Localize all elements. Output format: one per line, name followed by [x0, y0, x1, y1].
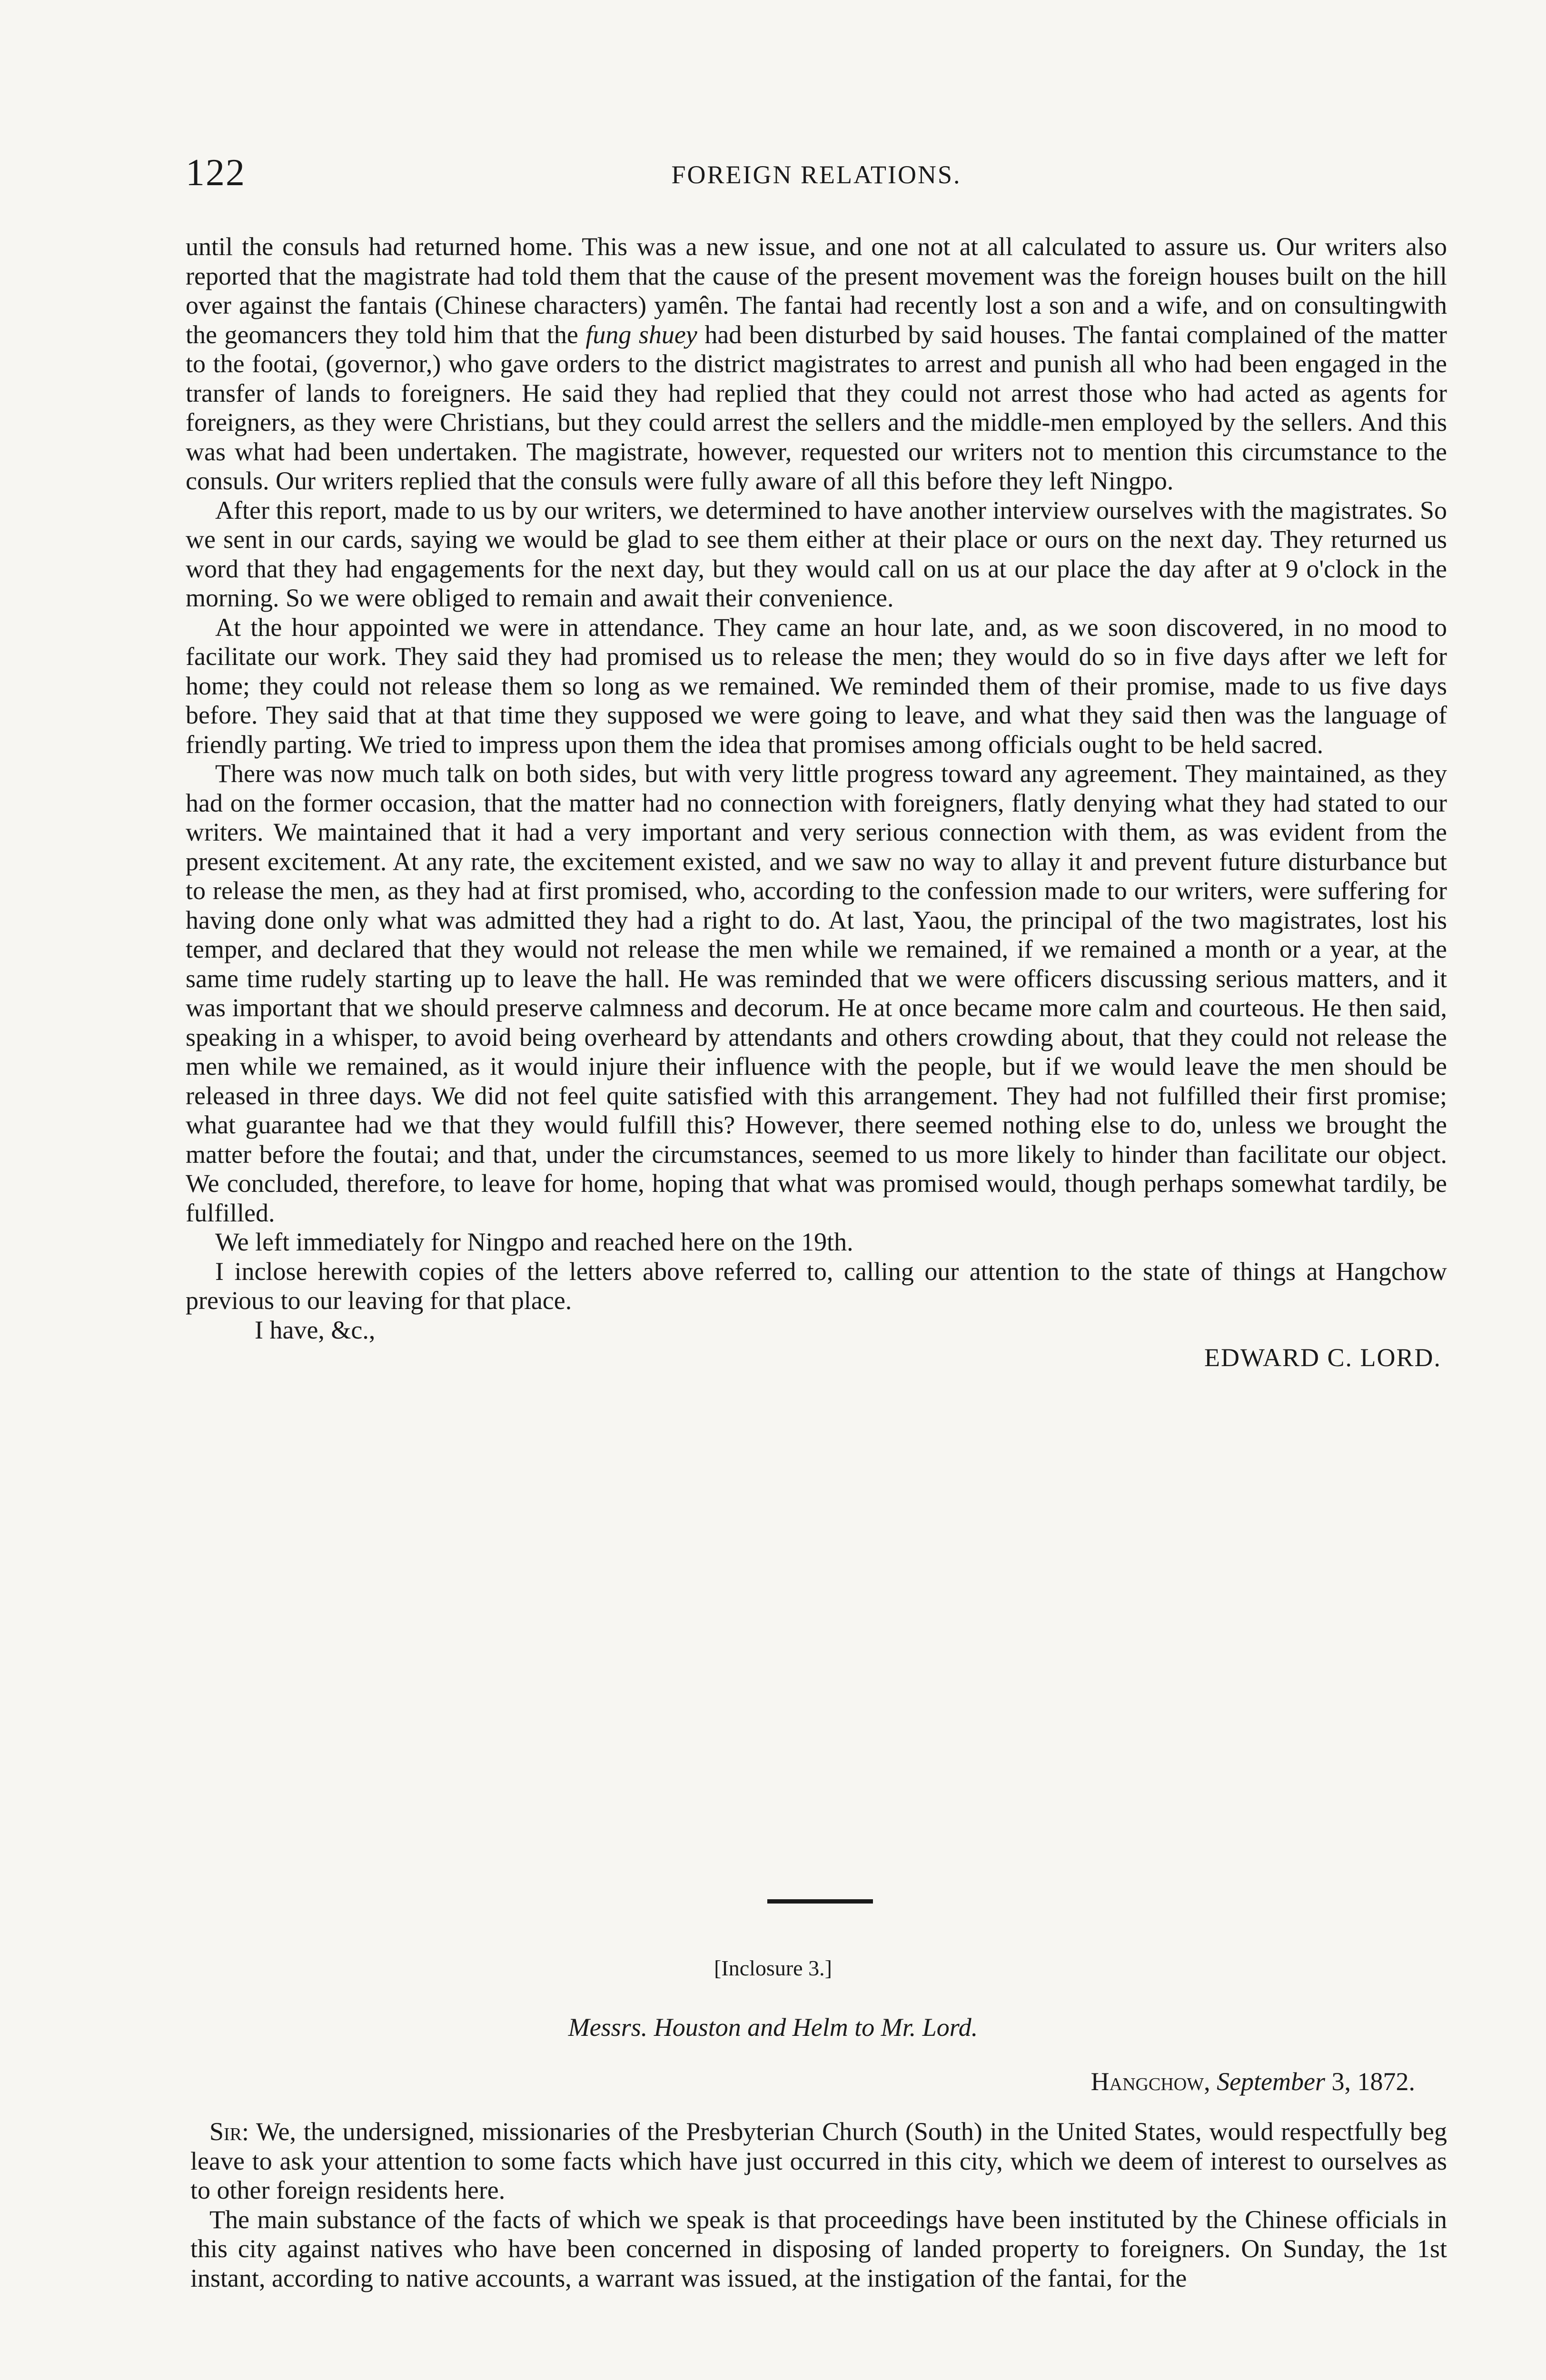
letter-body	[186, 232, 1447, 1373]
inclosure-letter	[190, 2117, 1447, 2293]
section-divider	[767, 1899, 873, 1904]
running-head: FOREIGN RELATIONS.	[671, 160, 961, 189]
paragraph-1	[186, 232, 1447, 496]
paragraph-4: There was now much talk on both sides, but with very little progress toward any agreement. They maintained, as they had on the former occasion, that the matter had no connection with foreigners, flatly denying what they had stated to our writers. We maintained that it had a very important and very serious connection with them, as was evident from the present excitement. At any rate, the excitement existed, and we saw no way to allay it and prevent future disturbance but to release the men, as they had at first promised, who, according to the confession made to our writers, were suffering for having done only what was admitted they had a right to do. At last, Yaou, the principal of the two magistrates, lost his temper, and declared that they would not release the men while we remained, if we remained a month or a year, at the same time rudely starting up to leave the hall. He was reminded that we were officers discussing serious matters, and it was important that we should preserve calmness and decorum. He at once became more calm and courteous. He then said, speaking in a whisper, to avoid being overheard by attendants and others crowding about, that they could not release the men while we remained, as it would injure their influence with the people, but if we would leave the men should be released in three days. We did not feel quite satisfied with this arrangement. They had not fulfilled their first promise; what guarantee had we that they would fulfill this? However, there seemed nothing else to do, unless we brought the matter before the foutai; and that, under the circumstances, seemed to us more likely to hinder than facilitate our object. We concluded, therefore, to leave for home, hoping that what was promised would, though perhaps somewhat tardily, be fulfilled.	[186, 759, 1447, 1227]
salutation: Sir	[209, 2117, 242, 2146]
inclosure-paragraph-2: The main substance of the facts of which we speak is that proceedings have been instituted by the Chinese officials in this city against natives who have been concerned in disposing of landed property to foreigners. On Sunday, the 1st instant, according to native accounts, a warrant was issued, at the instigation of the fantai, for the	[190, 2205, 1447, 2292]
paragraph-1-part-a: until the consuls had returned home. This was a new issue, and one not at all calculated to assure us. Our writers also reported that the magistrate had told them that the cause of the present movement was the foreign houses built on the hill over against the fantais (Chinese characters) yamên. The fantai had recently lost a son and a wife, and on consultingwith the geomancers they told him that the	[186, 232, 1447, 349]
paragraph-6: I inclose herewith copies of the letters above referred to, calling our attention to the state of things at Hangchow previous to our leaving for that place.	[186, 1257, 1447, 1315]
paragraph-3: At the hour appointed we were in attendance. They came an hour late, and, as we soon discovered, in no mood to facilitate our work. They said they had promised us to release the men; they would do so in five days after we left for home; they could not release them so long as we remained. We reminded them of their promise, made to us five days before. They said that at that time they supposed we were going to leave, and what they said then was the language of friendly parting. We tried to impress upon them the idea that promises among officials ought to be held sacred.	[186, 613, 1447, 759]
fung-shuey-term: fung shuey	[585, 320, 697, 349]
inclosure-paragraph-1	[190, 2117, 1447, 2205]
dateline-month: September	[1217, 2067, 1325, 2096]
inclosure-paragraph-1-text: : We, the undersigned, missionaries of the Presbyterian Church (South) in the United States, would respectfully beg leave to ask your attention to some facts which have just occurred in this city, which we deem of interest to ourselves as to other foreign residents here.	[190, 2117, 1447, 2204]
paragraph-2: After this report, made to us by our writers, we determined to have another interview ourselves with the magistrates. So we sent in our cards, saying we would be glad to see them either at their place or ours on the next day. They returned us word that they had engagements for the next day, but they would call on us at our place the day after at 9 o'clock in the morning. So we were obliged to remain and await their convenience.	[186, 496, 1447, 612]
signature: EDWARD C. LORD.	[1204, 1343, 1441, 1372]
dateline-day-year: 3, 1872.	[1325, 2067, 1415, 2096]
closing: I have, &c.,	[255, 1315, 376, 1344]
inclosure-label: [Inclosure 3.]	[714, 1956, 832, 1980]
inclosure-title: Messrs. Houston and Helm to Mr. Lord.	[568, 2013, 978, 2042]
page-header	[186, 151, 1447, 204]
dateline-place: Hangchow,	[1090, 2067, 1210, 2096]
page-number: 122	[186, 152, 246, 194]
dateline	[1091, 2067, 1415, 2096]
paragraph-1-part-b: had been disturbed by said houses. The fantai complained of the matter to the footai, (governor,) who gave orders to the district magistrates to arrest and punish all who had been engaged in the transfer of lands to foreigners. He said they had replied that they could not arrest those who had acted as agents for foreigners, as they were Christians, but they could arrest the sellers and the middle-men employed by the sellers. And this was what had been undertaken. The magistrate, however, requested our writers not to mention this circumstance to the consuls. Our writers replied that the consuls were fully aware of all this before they left Ningpo.	[186, 320, 1447, 495]
paragraph-5: We left immediately for Ningpo and reached here on the 19th.	[215, 1228, 853, 1256]
